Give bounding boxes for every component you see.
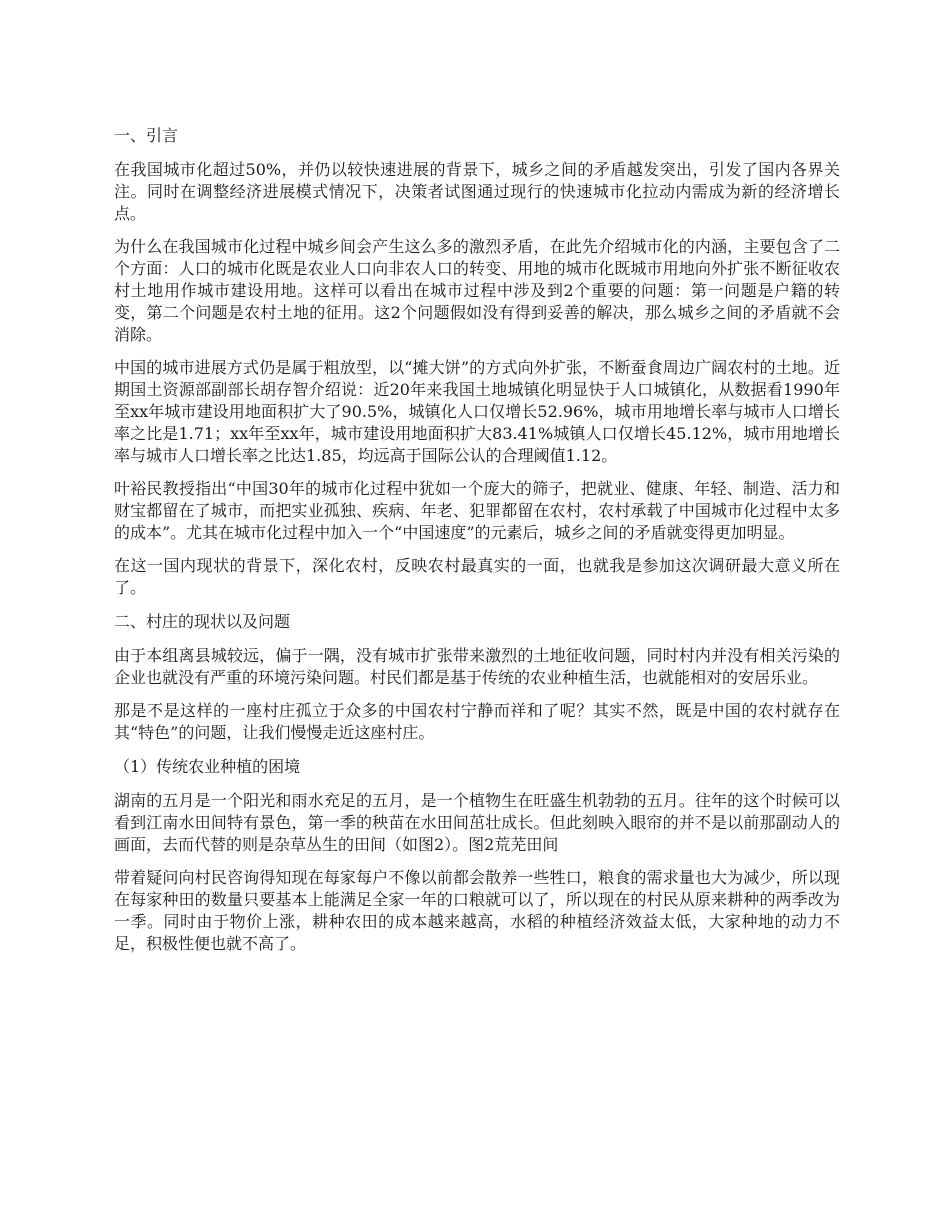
paragraph-research-significance: 在这一国内现状的背景下，深化农村，反映农村最真实的一面，也就我是参加这次调研最大意义所在了。 <box>114 556 840 597</box>
paragraph-hunan-may: 湖南的五月是一个阳光和雨水充足的五月，是一个植物生在旺盛生机勃勃的五月。往年的这个时候可以看到江南水田间特有景色，第一季的秧苗在水田间茁壮成长。但此刻映入眼帘的并不是以前那副动人的画面，去而代替的则是杂草丛生的田间（如图2）。图2荒芜田间 <box>114 791 840 854</box>
paragraph-villager-inquiry: 带着疑问向村民咨询得知现在每家每户不像以前都会散养一些牲口，粮食的需求量也大为减少，所以现在每家种田的数量只要基本上能满足全家一年的口粮就可以了，所以现在的村民从原来耕种的两季改为一季。同时由于物价上涨，耕种农田的成本越来越高，水稻的种植经济效益太低，大家种地的动力不足，积极性便也就不高了。 <box>114 868 840 953</box>
paragraph-village-question: 那是不是这样的一座村庄孤立于众多的中国农村宁静而祥和了呢？其实不然，既是中国的农村就存在其“特色”的问题，让我们慢慢走近这座村庄。 <box>114 701 840 742</box>
document-page <box>114 124 840 966</box>
section-heading-introduction: 一、引言 <box>114 126 179 145</box>
subsection-heading-farming-dilemma: （1）传统农业种植的困境 <box>114 757 301 776</box>
paragraph-land-expansion-data: 中国的城市进展方式仍是属于粗放型，以“摊大饼”的方式向外扩张，不断蚕食周边广阔农村的土地。近期国土资源部副部长胡存智介绍说：近20年来我国土地城镇化明显快于人口城镇化，从数据看1990年至xx年城市建设用地面积扩大了90.5%，城镇化人口仅增长52.96%，城市用地增长率与城市人口增长率之比是1.71；xx年至xx年，城市建设用地面积扩大83.41%城镇人口仅增长45.12%，城市用地增长率与城市人口增长率之比达1.85，均远高于国际公认的合理阈值1.12。 <box>114 358 840 465</box>
paragraph-urbanization-meaning: 为什么在我国城市化过程中城乡间会产生这么多的激烈矛盾，在此先介绍城市化的内涵，主要包含了二个方面：人口的城市化既是农业人口向非农人口的转变、用地的城市化既城市用地向外扩张不断征收农村土地用作城市建设用地。这样可以看出在城市过程中涉及到2个重要的问题：第一问题是户籍的转变，第二个问题是农村土地的征用。这2个问题假如没有得到妥善的解决，那么城乡之间的矛盾就不会消除。 <box>114 237 840 344</box>
paragraph-urbanization-background: 在我国城市化超过50%，并仍以较快速进展的背景下，城乡之间的矛盾越发突出，引发了国内各界关注。同时在调整经济进展模式情况下，决策者试图通过现行的快速城市化拉动内需成为新的经济增长点。 <box>114 160 840 223</box>
paragraph-village-location: 由于本组离县城较远，偏于一隅，没有城市扩张带来激烈的土地征收问题，同时村内并没有相关污染的企业也就没有严重的环境污染问题。村民们都是基于传统的农业种植生活，也就能相对的安居乐业。 <box>114 646 840 687</box>
paragraph-sieve-quote: 叶裕民教授指出“中国30年的城市化过程中犹如一个庞大的筛子，把就业、健康、年轻、制造、活力和财宝都留在了城市，而把实业孤独、疾病、年老、犯罪都留在农村，农村承载了中国城市化过程中太多的成本”。尤其在城市化过程中加入一个“中国速度”的元素后，城乡之间的矛盾就变得更加明显。 <box>114 479 840 542</box>
section-heading-village-status: 二、村庄的现状以及问题 <box>114 612 291 631</box>
